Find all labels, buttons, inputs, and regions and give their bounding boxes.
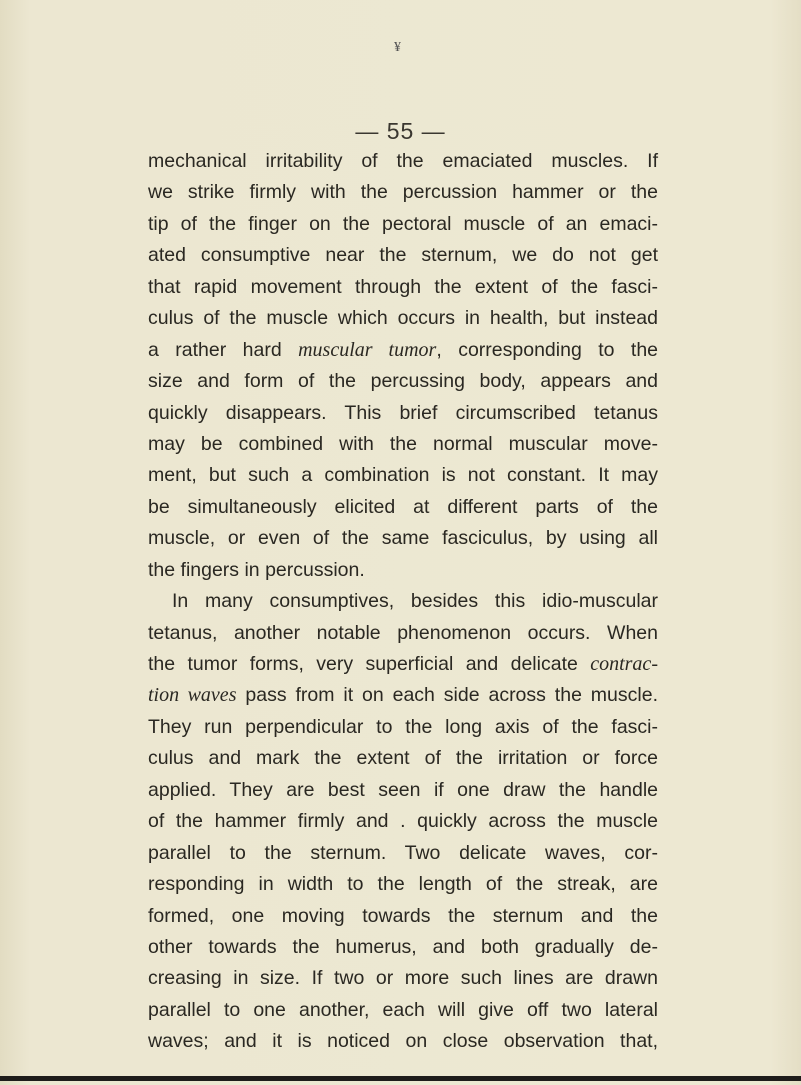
- text-line: muscle, or even of the same fasciculus, by using all: [148, 527, 658, 550]
- text-line: applied. They are best seen if one draw the handle: [148, 778, 658, 801]
- bottom-edge-bar: [0, 1076, 801, 1081]
- text-line: ated consumptive near the sternum, we do not get: [148, 244, 658, 267]
- text-line: that rapid movement through the extent of the fasci-: [148, 275, 658, 298]
- text-line: [148, 680, 658, 711]
- text-line: responding in width to the length of the streak, are: [148, 873, 658, 896]
- text-line: mechanical irritability of the emaciated muscles. If: [148, 150, 658, 172]
- text-line: tetanus, another notable phenomenon occurs. When: [148, 621, 658, 644]
- top-mark: ¥: [394, 40, 401, 55]
- text-line: quickly disappears. This brief circumscribed tetanus: [148, 401, 658, 424]
- text-line: [148, 335, 658, 366]
- text-line: of the hammer firmly and . quickly across the muscle: [148, 810, 658, 833]
- text-line: tip of the finger on the pectoral muscle of an emaci-: [148, 212, 658, 235]
- text-line: the fingers in percussion.: [148, 558, 365, 581]
- text-line: creasing in size. If two or more such lines are drawn: [148, 967, 658, 990]
- text-line: parallel to one another, each will give off two lateral: [148, 998, 658, 1021]
- text-line: we strike firmly with the percussion hammer or the: [148, 181, 658, 204]
- text-line: size and form of the percussing body, appears and: [148, 370, 658, 393]
- italic-term: muscular tumor: [298, 338, 437, 361]
- text-segment: the tumor forms, very superficial and delicate: [148, 653, 578, 675]
- text-segment: pass from it on each side across the muscle.: [245, 684, 658, 707]
- text-line: ment, but such a combination is not constant. It may: [148, 464, 658, 487]
- text-line: [148, 649, 658, 680]
- text-line: waves; and it is noticed on close observation that,: [148, 1030, 658, 1053]
- text-line: be simultaneously elicited at different parts of the: [148, 495, 658, 518]
- italic-term: contrac-: [590, 653, 658, 675]
- text-line: culus of the muscle which occurs in health, but instead: [148, 307, 658, 330]
- text-line: parallel to the sternum. Two delicate waves, cor-: [148, 841, 658, 864]
- text-line: They run perpendicular to the long axis of the fasci-: [148, 715, 658, 738]
- italic-term: tion waves: [148, 684, 237, 707]
- text-line: other towards the humerus, and both gradually de-: [148, 935, 658, 958]
- text-line: culus and mark the extent of the irritation or force: [148, 747, 658, 770]
- text-segment: a rather hard: [148, 338, 282, 361]
- text-line: may be combined with the normal muscular move-: [148, 432, 658, 455]
- page-number: — 55 —: [355, 118, 446, 144]
- text-segment: , corresponding to the: [436, 338, 659, 361]
- text-line: formed, one moving towards the sternum and the: [148, 904, 658, 927]
- body-text: [148, 146, 658, 1058]
- text-line: In many consumptives, besides this idio-muscular: [172, 590, 658, 613]
